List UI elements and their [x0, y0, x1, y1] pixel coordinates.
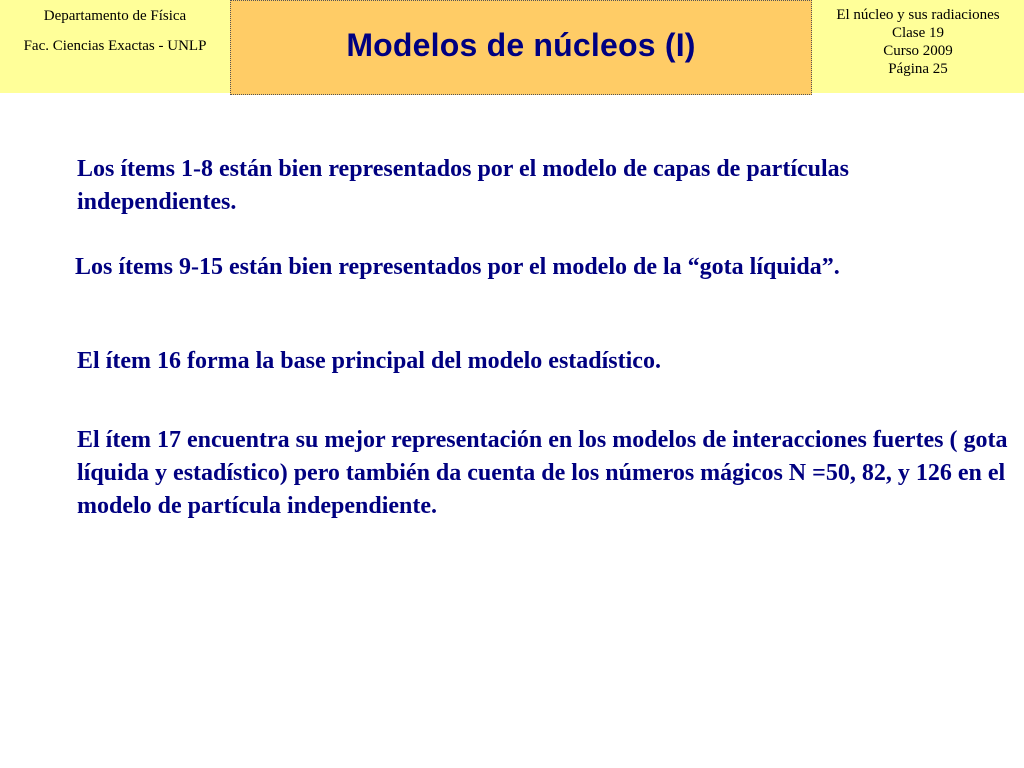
- department-label: Departamento de Física: [43, 8, 187, 24]
- course-year-label: Curso 2009: [883, 43, 953, 59]
- slide-title: Modelos de núcleos (I): [346, 27, 696, 63]
- paragraph-items-9-15: Los ítems 9-15 están bien representados por el modelo de la “gota líquida”.: [75, 254, 840, 280]
- class-number-label: Clase 19: [891, 25, 945, 41]
- paragraph-item-16: El ítem 16 forma la base principal del modelo estadístico.: [77, 348, 661, 374]
- header-department-box: [0, 0, 230, 93]
- faculty-label: Fac. Ciencias Exactas - UNLP: [23, 38, 207, 54]
- paragraph-item-17: El ítem 17 encuentra su mejor representación en los modelos de interacciones fuertes ( gota líquida y estadístico) pero también da cuenta de los números mágicos N =50, 82, y 126 en el modelo de partícula independiente.: [77, 427, 1008, 519]
- header-title-box: [230, 0, 812, 95]
- course-name-label: El núcleo y sus radiaciones: [836, 7, 1000, 23]
- page-number-label: Página 25: [888, 61, 948, 77]
- paragraph-items-1-8: Los ítems 1-8 están bien representados por el modelo de capas de partículas independientes.: [77, 156, 849, 215]
- header-course-box: [812, 0, 1024, 93]
